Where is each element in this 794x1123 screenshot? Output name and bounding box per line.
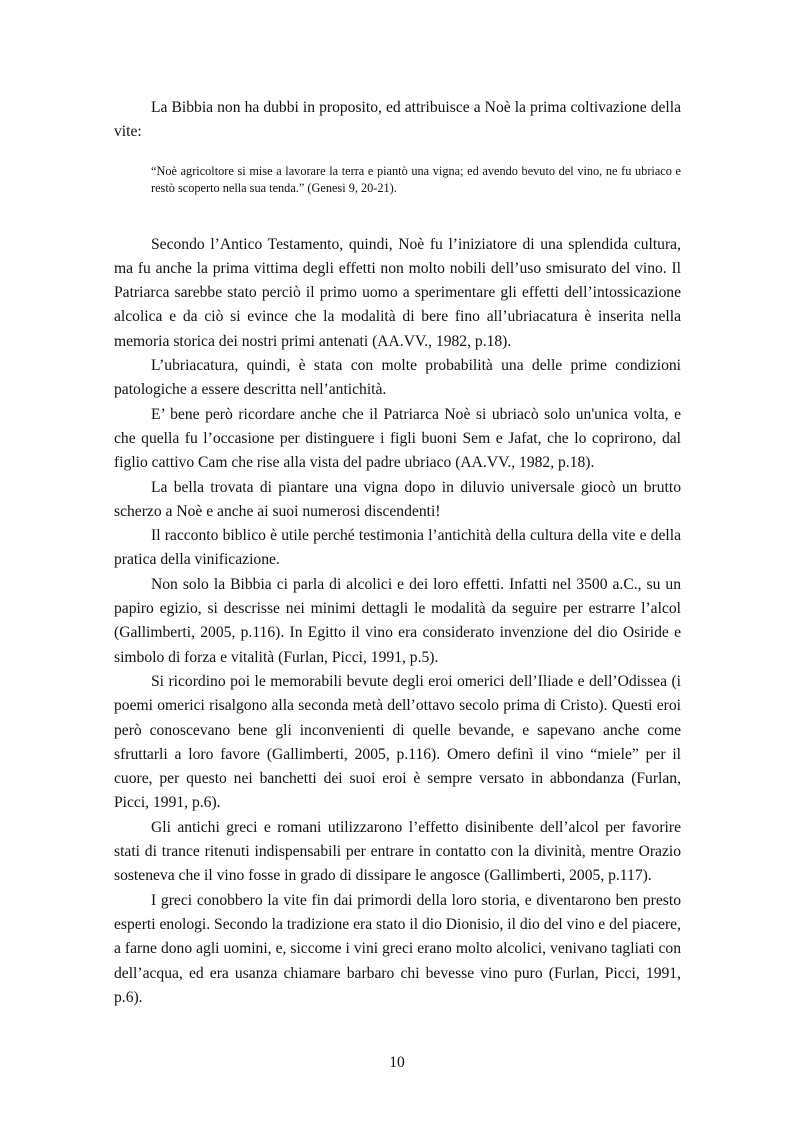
paragraph-homer: Si ricordino poi le memorabili bevute degli eroi omerici dell’Iliade e dell’Odissea (i poemi omerici risalgono alla seconda metà dell’ottavo secolo prima di Cristo). Questi eroi però conoscevano bene gli inconvenienti di quelle bevande, e sapevano anche come sfruttarli a loro favore (Gallimberti, 2005, p.116). Omero definì il vino “miele” per il cuore, per questo nei banchetti dei suoi eroi è sempre versato in abbondanza (Furlan, Picci, 1991, p.6).	[114, 672, 681, 812]
paragraph-greek-enology: I greci conobbero la vite fin dai primordi della loro storia, e diventarono ben presto esperti enologi. Secondo la tradizione era stato il dio Dionisio, il dio del vino e del piacere, a farne dono agli uomini, e, siccome i vini greci erano molto alcolici, venivano tagliati con dell’acqua, ed era usanza chiamare barbaro chi bevesse vino puro (Furlan, Picci, 1991, p.6).	[114, 891, 681, 1006]
paragraph-intoxication: L’ubriacatura, quindi, è stata con molte probabilità una delle prime condizioni patologiche a essere descritta nell’antichità.	[114, 357, 681, 399]
paragraph-greeks-romans: Gli antichi greci e romani utilizzarono l’effetto disinibente dell’alcol per favorire stati di trance ritenuti indispensabili per entrare in contatto con la divinità, mentre Orazio sosteneva che il vino fosse in grado di dissipare le angosce (Gallimberti, 2005, p.117).	[114, 818, 681, 885]
paragraph-egypt: Non solo la Bibbia ci parla di alcolici e dei loro effetti. Infatti nel 3500 a.C., su un papiro egizio, si descrisse nei minimi dettagli le modalità da seguire per estrarre l’alcol (Gallimberti, 2005, p.116). In Egitto il vino era considerato invenzione del dio Osiride e simbolo di forza e vitalità (Furlan, Picci, 1991, p.5).	[114, 575, 681, 666]
page-body	[114, 96, 681, 1010]
paragraph-vineyard: La bella trovata di piantare una vigna dopo in diluvio universale giocò un brutto scherzo a Noè e anche ai suoi numerosi discendenti!	[114, 478, 681, 520]
block-quote-genesis: “Noè agricoltore si mise a lavorare la terra e piantò una vigna; ed avendo bevuto del vino, ne fu ubriaco e restò scoperto nella sua tenda.” (Genesi 9, 20-21).	[151, 163, 681, 195]
paragraph-bible-intro: La Bibbia non ha dubbi in proposito, ed attribuisce a Noè la prima coltivazione della vite:	[114, 99, 681, 141]
paragraph-biblical-tale: Il racconto biblico è utile perché testimonia l’antichità della cultura della vite e della pratica della vinificazione.	[114, 527, 681, 569]
paragraph-old-testament: Secondo l’Antico Testamento, quindi, Noè fu l’iniziatore di una splendida cultura, ma fu anche la prima vittima degli effetti non molto nobili dell’uso smisurato del vino. Il Patriarca sarebbe stato perciò il primo uomo a sperimentare gli effetti dell’intossicazione alcolica e da ciò si evince che la modalità di bere fino all’ubriacatura è inserita nella memoria storica dei nostri primi antenati (AA.VV., 1982, p.18).	[114, 235, 681, 350]
page-number: 10	[389, 1054, 405, 1071]
paragraph-noah-sons: E’ bene però ricordare anche che il Patriarca Noè si ubriacò solo un'unica volta, e che quella fu l’occasione per distinguere i figli buoni Sem e Jafat, che lo coprirono, dal figlio cattivo Cam che rise alla vista del padre ubriaco (AA.VV., 1982, p.18).	[114, 405, 681, 472]
